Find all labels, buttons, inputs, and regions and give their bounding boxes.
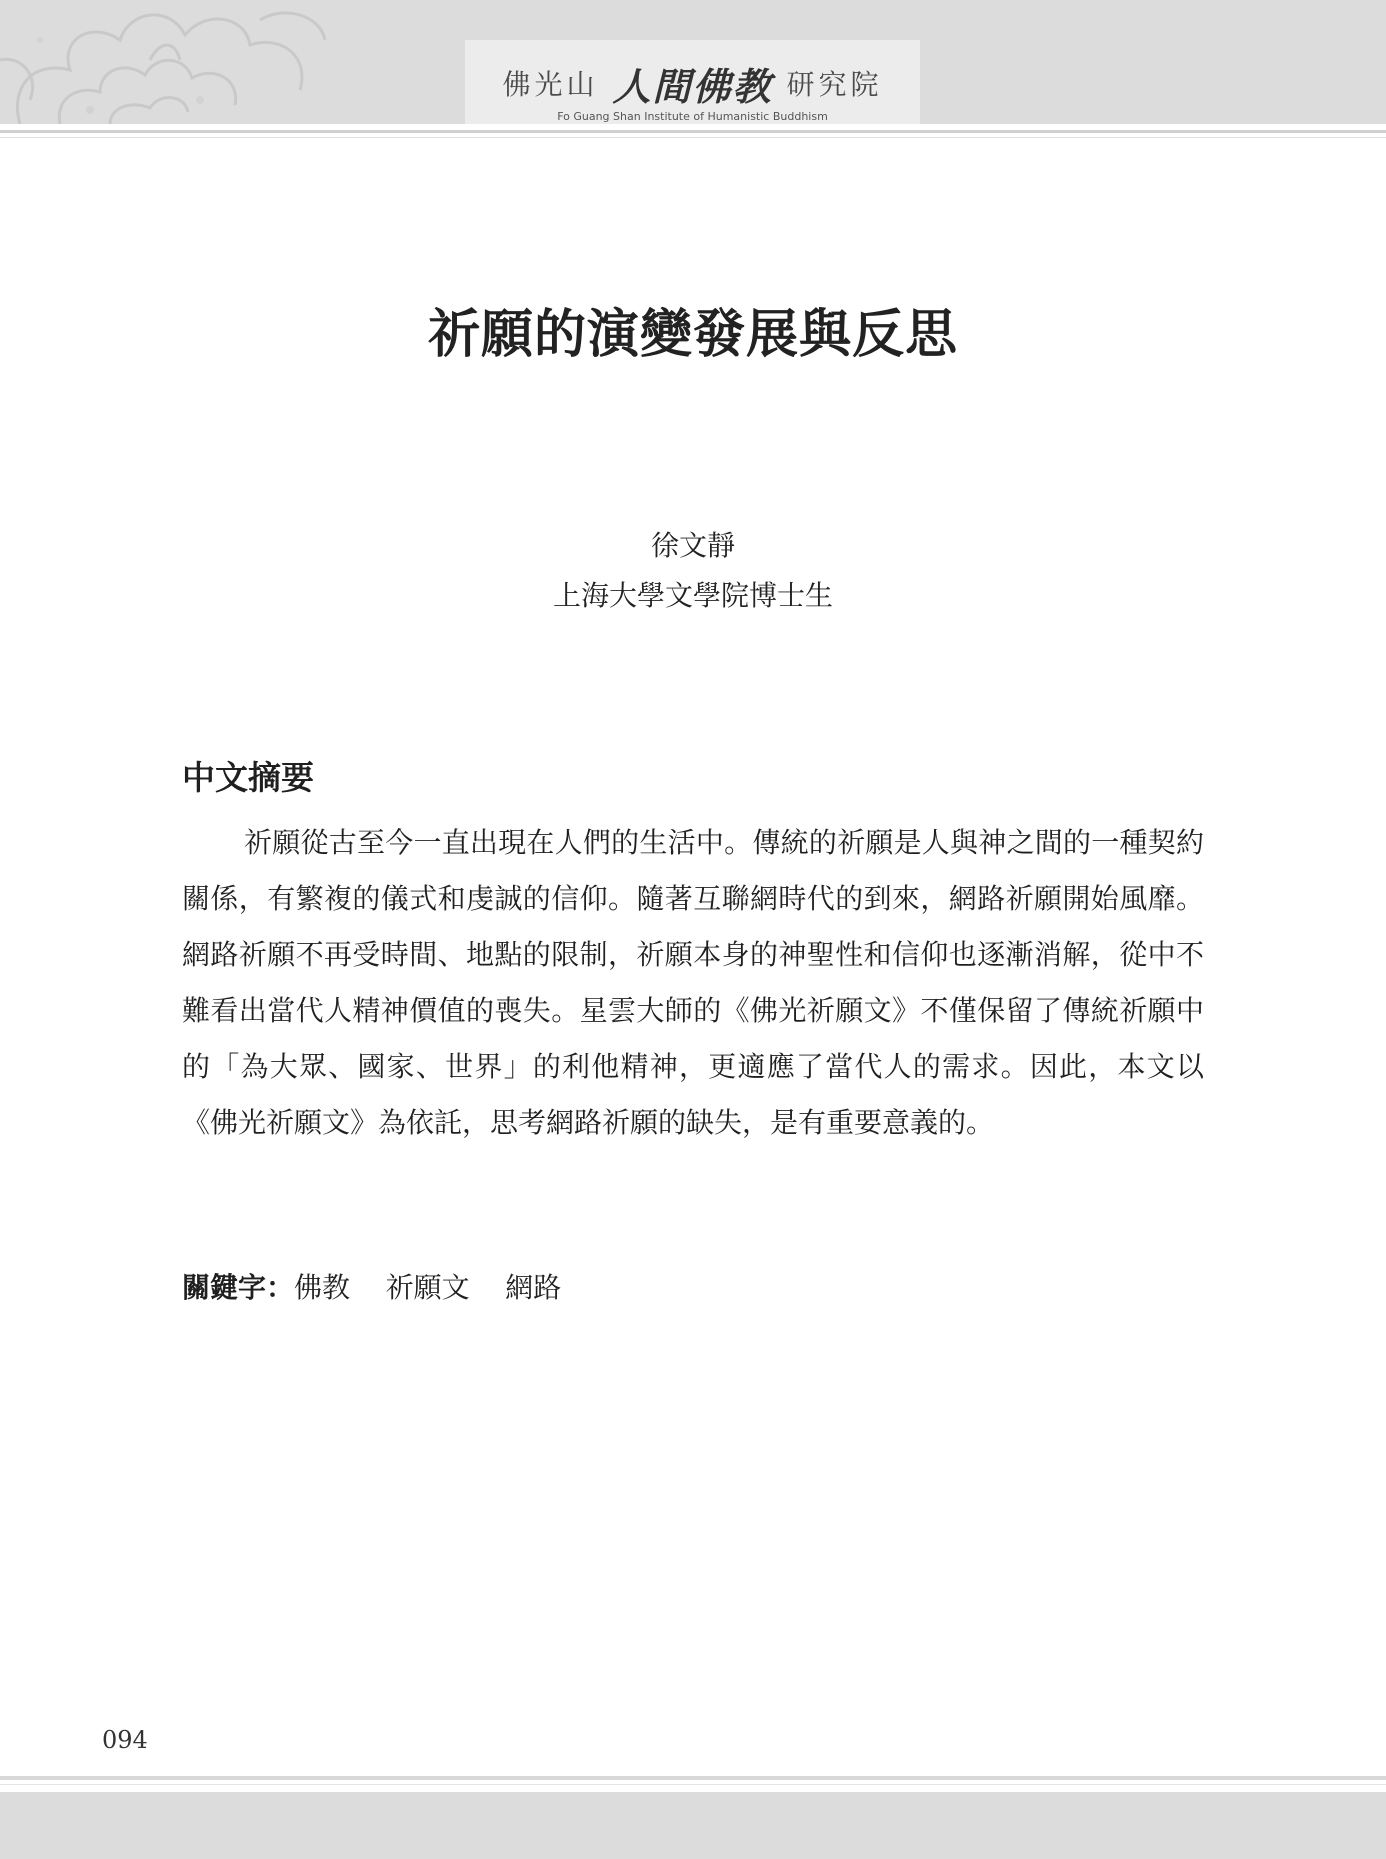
page-number: 094 [102,1726,148,1754]
logo-org-right: 研究院 [786,68,883,101]
abstract-heading: 中文摘要 [182,758,314,797]
logo-title-row [465,60,920,109]
header-divider [0,130,1386,133]
footer-band [0,1792,1386,1859]
logo-org-left: 佛光山 [502,68,599,101]
logo-org-main: 人間佛教 [612,63,773,109]
footer-divider-thin [0,1784,1386,1785]
header-divider-thin [0,137,1386,138]
lotus-ornament-icon [0,0,330,124]
abstract-body: 祈願從古至今一直出現在人們的生活中。傳統的祈願是人與神之間的一種契約關係，有繁複的儀式和虔誠的信仰。隨著互聯網時代的到來，網路祈願開始風靡。網路祈願不再受時間、地點的限制，祈願本身的神聖性和信仰也逐漸消解，從中不難看出當代人精神價值的喪失。星雲大師的《佛光祈願文》不僅保留了傳統祈願中的「為大眾、國家、世界」的利他精神，更適應了當代人的需求。因此，本文以《佛光祈願文》為依託，思考網路祈願的缺失，是有重要意義的。 [182,826,1204,1139]
keyword-item: 祈願文 [385,1271,470,1304]
logo-english-name: Fo Guang Shan Institute of Humanistic Buddhism [557,110,828,123]
paper-title: 祈願的演變發展與反思 [427,304,958,365]
author-name: 徐文靜 [650,529,735,562]
keyword-item: 網路 [505,1271,562,1304]
institute-logo [465,40,920,124]
keywords-label: 關鍵字： [182,1271,295,1304]
author-affiliation: 上海大學文學院博士生 [552,579,833,612]
keywords-line [182,1266,561,1306]
header-band [0,0,1386,124]
keyword-item: 佛教 [294,1271,351,1304]
footer-divider [0,1776,1386,1780]
